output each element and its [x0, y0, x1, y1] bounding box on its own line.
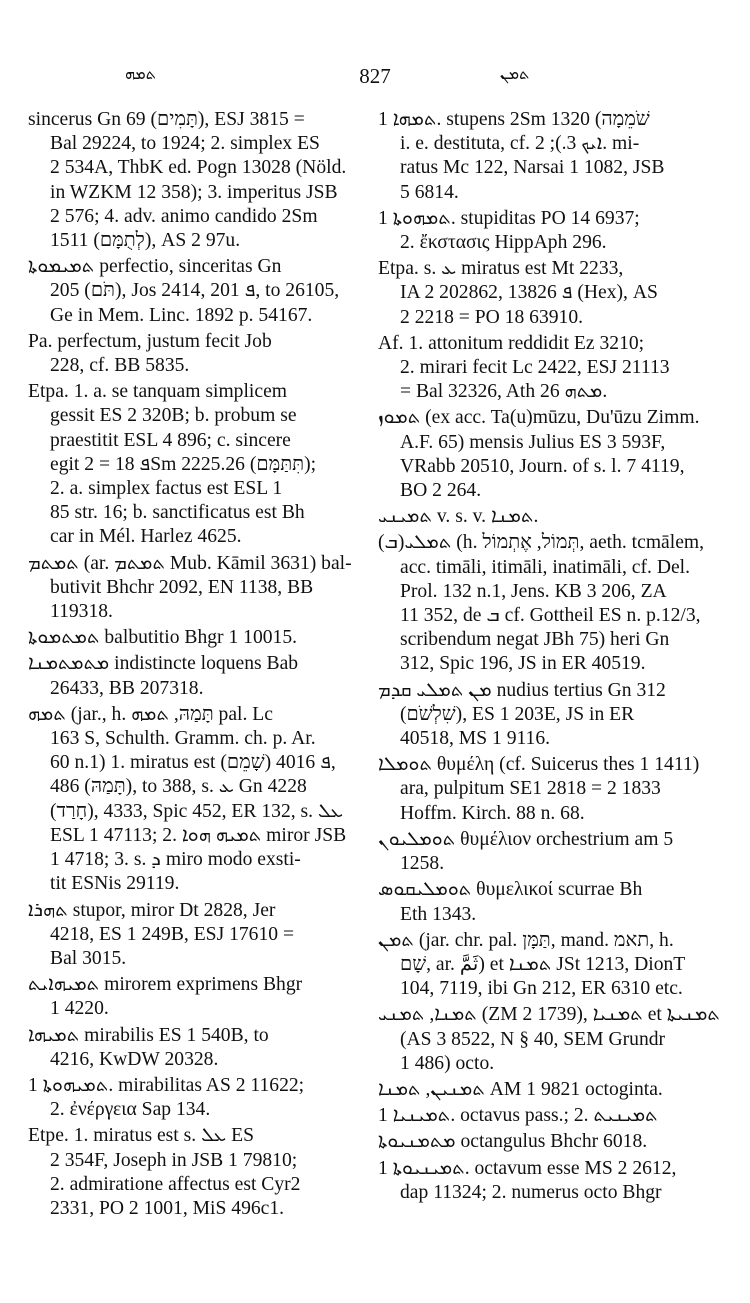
entry-headline: ܬܡܗܘܬܐ 1. stupiditas PO 14 6937;: [378, 207, 640, 229]
entry-headline: ܬܘܡܠܐ θυμέλη (cf. Suicerus thes 1 1411): [378, 754, 700, 776]
entry-continuation-line: שָׁם, ar. ثَمَّ) et ܬܡܢܐ JSt 1213, DionT: [400, 953, 686, 975]
entry-continuation-line: 1 4718; 3. s. ܕ miro modo exsti-: [50, 849, 301, 871]
entry-headline: ܬܗܪܐ stupor, miror Dt 2828, Jer: [28, 899, 276, 921]
entry-continuation-line: 60 n.1) 1. miratus est ܦ 4016 (שָׁמֵם),: [50, 752, 336, 774]
dictionary-entry: [378, 1157, 716, 1205]
entry-continuation-line: Prol. 132 n.1, Jens. KB 3 206, ZA: [400, 580, 667, 602]
entry-continuation-line: gessit ES 2 320B; b. probum se: [50, 405, 297, 427]
dictionary-entry: [28, 255, 358, 328]
dictionary-entry: [378, 108, 716, 205]
dictionary-entry: [378, 878, 716, 926]
running-head-right: ܬܡܢ: [500, 66, 530, 83]
dictionary-entry: [378, 1104, 716, 1128]
entry-headline: ܬܡܝܢܝܐ 1. octavus pass.; 2. ܬܡܝܢܝܬ: [378, 1105, 658, 1127]
dictionary-entry: [378, 1130, 716, 1154]
entry-continuation-line: 5 6814.: [400, 181, 459, 203]
entry-headline: ܡܬܡܬܡܢܐ indistincte loquens Bab: [28, 653, 299, 675]
entry-headline: ܬܡܢܝܢ, ܬܡܢܐ AM 1 9821 octoginta.: [378, 1078, 663, 1100]
entry-headline: ܬܡܘܙ (ex acc. Ta(u)mūzu, Du'ūzu Zimm.: [378, 407, 700, 429]
dictionary-entry: [28, 108, 358, 253]
entry-continuation-line: (AS 3 8522, N § 40, SEM Grundr: [400, 1028, 666, 1050]
entry-continuation-line: 40518, MS 1 9116.: [400, 728, 551, 750]
entry-continuation-line: A.F. 65) mensis Julius ES 3 593F,: [400, 431, 666, 453]
entry-continuation-line: 26433, BB 207318.: [50, 677, 204, 699]
entry-headline: ܬܡܝܗܘܬܐ 1. mirabilitas AS 2 11622;: [28, 1074, 305, 1096]
entry-continuation-line: praestitit ESL 4 896; c. sincere: [50, 429, 291, 451]
left-column: [28, 108, 358, 1223]
entry-continuation-line: 1511 (לְתֻמָּם), AS 2 97u.: [50, 230, 241, 252]
dictionary-entry: [28, 703, 358, 897]
entry-continuation-line: tit ESNis 29119.: [50, 873, 180, 895]
entry-continuation-line: 2. ἐνέργεια Sap 134.: [50, 1099, 211, 1121]
entry-headline: ܡܢ ܬܡܠܝ ܩܕܡ nudius tertius Gn 312: [378, 679, 666, 701]
entry-headline: ܬܡܗܐ 1. stupens 2Sm 1320 (שֹׁמֵמָה: [378, 109, 650, 130]
dictionary-entry: [28, 899, 358, 972]
running-head-left: ܬܡܗ: [125, 66, 156, 83]
dictionary-entry: [378, 828, 716, 876]
page-header: [0, 66, 750, 90]
entry-continuation-line: IA 2 202862, ܦ 13826 (Hex), AS: [400, 282, 658, 304]
entry-headline: ܬܡܬܡܘܬܐ balbutitio Bhgr 1 10015.: [28, 627, 298, 649]
entry-continuation-line: 228, cf. BB 5835.: [50, 355, 190, 377]
entry-continuation-line: 4218, ES 1 249B, ESJ 17610 =: [50, 923, 295, 945]
entry-headline: ܡܬܡܢܝܘܬܐ octangulus Bhchr 6018.: [378, 1131, 648, 1153]
dictionary-entry: [28, 973, 358, 1021]
dictionary-entry: [378, 1003, 720, 1076]
entry-continuation-line: egit ܦ 18 = 2Sm 2225.26 (תִּתַּמָּם);: [50, 453, 317, 475]
entry-continuation-line: 2 576; 4. adv. animo candido 2Sm: [50, 205, 318, 227]
entry-headline: Etpa. s. ܥ miratus est Mt 2233,: [378, 258, 624, 280]
entry-headline: ܬܡܝܗܐ mirabilis ES 1 540B, to: [28, 1024, 269, 1046]
entry-headline: ܬܡܝܢܝܘܬܐ 1. octavum esse MS 2 2612,: [378, 1157, 677, 1179]
entry-continuation-line: 163 S, Schulth. Gramm. ch. p. Ar.: [50, 728, 316, 750]
entry-continuation-line: 486 (תָּמַהּ), to 388, s. ܥ Gn 4228: [50, 776, 307, 798]
entry-continuation-line: 2331, PO 2 1001, MiS 496c1.: [50, 1197, 285, 1219]
dictionary-entry: [28, 1124, 358, 1221]
dictionary-entry: [378, 332, 716, 405]
dictionary-entry: [378, 207, 716, 255]
entry-continuation-line: (שִׁלְשֹׁם), ES 1 203E, JS in ER: [400, 703, 635, 725]
entry-continuation-line: 2 534A, ThbK ed. Pogn 13028 (Nöld.: [50, 157, 347, 179]
entry-headline: ܬܡܝܢܝ v. s. v. ܬܡܢܐ.: [378, 506, 539, 528]
entry-continuation-line: ratus Mc 122, Narsai 1 1082, JSB: [400, 157, 665, 179]
entry-headline: ܬܡܝܡܘܬܐ perfectio, sinceritas Gn: [28, 256, 282, 278]
dictionary-entry: [28, 380, 358, 549]
entry-continuation-line: 2 2218 = PO 18 63910.: [400, 306, 584, 328]
entry-continuation-line: butivit Bhchr 2092, EN 1138, BB: [50, 576, 314, 598]
entry-headline: ܬܘܡܠܝܘܢ θυμέλιον orchestrium am 5: [378, 828, 674, 850]
entry-continuation-line: (חָרַד), 4333, Spic 452, ER 132, s. ܥܠ: [50, 800, 344, 822]
entry-continuation-line: BO 2 264.: [400, 480, 482, 502]
entry-continuation-line: acc. timāli, itimāli, inatimāli, cf. Del.: [400, 556, 691, 578]
entry-continuation-line: 2. a. simplex factus est ESL 1: [50, 478, 283, 500]
dictionary-entry: [378, 257, 716, 330]
entry-continuation-line: scribendum negat JBh 75) heri Gn: [400, 629, 670, 651]
entry-headline: Etpe. 1. miratus est s. ܥܠ ES: [28, 1125, 255, 1147]
dictionary-entry: [378, 753, 716, 826]
entry-headline: ܬܡܢܐ, ܬܡܢܝ (ZM 2 1739), ܬܡܢܝܐ et ܬܡܢܝܬܐ: [378, 1004, 720, 1026]
entry-headline: sincerus Gn 69 (תָּמִים), ESJ 3815 =: [28, 109, 305, 130]
entry-continuation-line: 2. mirari fecit Lc 2422, ESJ 21113: [400, 357, 670, 379]
entry-continuation-line: = Bal 32326, Ath ܡܬܗ 26.: [400, 381, 608, 403]
dictionary-entry: [28, 1074, 358, 1122]
entry-continuation-line: in WZKM 12 358); 3. imperitus JSB: [50, 181, 338, 203]
entry-continuation-line: 205 (תֹּם), Jos 2414, ܦ 201, to 26105,: [50, 280, 340, 302]
page-number: 827: [359, 64, 391, 88]
entry-headline: Pa. perfectum, justum fecit Job: [28, 330, 272, 352]
entry-continuation-line: car in Mél. Harlez 4625.: [50, 526, 242, 548]
dictionary-entry: [378, 406, 716, 503]
dictionary-entry: [378, 679, 716, 752]
dictionary-entry: [28, 652, 358, 700]
dictionary-entry: [378, 929, 716, 1002]
entry-continuation-line: 1 486) octo.: [400, 1052, 495, 1074]
dictionary-entry: [28, 552, 358, 625]
dictionary-entry: [378, 1078, 716, 1102]
right-column: [378, 108, 720, 1207]
entry-continuation-line: 104, 7119, ibi Gn 212, ER 6310 etc.: [400, 978, 683, 1000]
entry-continuation-line: 2. ἔκστασις HippAph 296.: [400, 232, 607, 254]
entry-headline: ܬܘܡܠܝܩܘܣ θυμελικοί scurrae Bh: [378, 879, 643, 901]
entry-continuation-line: 2 354F, Joseph in JSB 1 79810;: [50, 1149, 298, 1171]
dictionary-entry: [378, 505, 716, 529]
entry-continuation-line: 1258.: [400, 853, 445, 875]
entry-continuation-line: Hoffm. Kirch. 88 n. 68.: [400, 802, 585, 824]
entry-continuation-line: 2. admiratione affectus est Cyr2: [50, 1173, 301, 1195]
dictionary-entry: [28, 330, 358, 378]
entry-continuation-line: ara, pulpitum SE1 2818 = 2 1833: [400, 778, 661, 800]
entry-continuation-line: 119318.: [50, 601, 113, 623]
entry-headline: Af. 1. attonitum reddidit Ez 3210;: [378, 332, 645, 354]
entry-headline: ܬܡܢ (jar. chr. pal. תַּמָּן, mand. תאמ, h.: [378, 929, 674, 951]
entry-continuation-line: Eth 1343.: [400, 903, 477, 925]
entry-continuation-line: dap 11324; 2. numerus octo Bhgr: [400, 1181, 662, 1203]
entry-continuation-line: Bal 3015.: [50, 947, 127, 969]
dictionary-entry: [28, 626, 358, 650]
entry-continuation-line: 11 352, de ܒ cf. Gottheil ES n. p.12/3,: [400, 605, 701, 627]
entry-headline: ܬܡܝܗܐܝܬ mirorem exprimens Bhgr: [28, 974, 303, 996]
entry-continuation-line: ESL 1 47113; 2. ܬܡܝܗ ܗܘܐ miror JSB: [50, 824, 347, 846]
entry-continuation-line: 4216, KwDW 20328.: [50, 1048, 219, 1070]
entry-continuation-line: Ge in Mem. Linc. 1892 p. 54167.: [50, 304, 313, 326]
entry-continuation-line: i. e. destituta, cf. ܐܝܟ 3.); 2. mi-: [400, 133, 640, 155]
entry-continuation-line: VRabb 20510, Journ. of s. l. 7 4119,: [400, 455, 685, 477]
dictionary-entry: [28, 1024, 358, 1072]
entry-continuation-line: 85 str. 16; b. sanctificatus est Bh: [50, 502, 305, 524]
entry-headline: ܬܡܗ (jar., h. תָּמַהּ, ܬܡܗ pal. Lc: [28, 703, 273, 725]
entry-headline: Etpa. 1. a. se tanquam simplicem: [28, 381, 288, 403]
entry-continuation-line: 1 4220.: [50, 998, 109, 1020]
entry-headline: ܬܡܬܡ (ar. ܬܡܬܡ Mub. Kāmil 3631) bal-: [28, 552, 352, 574]
entry-continuation-line: Bal 29224, to 1924; 2. simplex ES: [50, 133, 320, 155]
dictionary-entry: [378, 531, 716, 676]
entry-continuation-line: 312, Spic 196, JS in ER 40519.: [400, 653, 646, 675]
entry-headline: (ܒ)ܬܡܠܝ (h. תְּמוֹל, אֶתְמוֹל, aeth. tcmālem,: [378, 532, 705, 554]
